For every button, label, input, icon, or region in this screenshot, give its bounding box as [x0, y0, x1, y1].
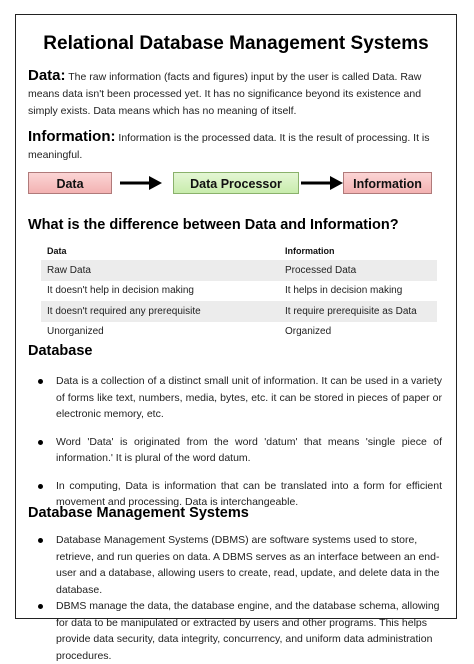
bullet-icon: [38, 484, 43, 489]
bullet-icon: [38, 604, 43, 609]
list-item-text: Database Management Systems (DBMS) are software systems used to store, retrieve, and run queries on data. A DBMS serves as an interface between an end-user and a database, allowing users to create, read, update, and delete data in the database.: [56, 534, 440, 596]
information-definition-text: Information is the processed data. It is the result of processing. It is meaningful.: [28, 132, 430, 161]
information-definition: [28, 128, 442, 164]
list-item: [28, 598, 442, 664]
list-item: [28, 373, 442, 423]
information-lead: Information:: [28, 128, 116, 145]
table-cell: Organized: [285, 326, 332, 338]
arrow-right-icon: [300, 172, 344, 194]
list-item-text: Word 'Data' is originated from the word 'datum' that means 'single piece of information.' It is plural of the word datum.: [56, 435, 442, 464]
bullet-icon: [38, 440, 43, 445]
data-definition-text: The raw information (facts and figures) input by the user is called Data. Raw means data isn't been processed yet. It has no significance beyond its existence and simply exists. Data means which has no meaning of itself.: [28, 71, 422, 117]
table-cell: It doesn't required any prerequisite: [41, 301, 279, 322]
list-item-text: DBMS manage the data, the database engine, and the database schema, allowing for data to be manipulated or extracted by users and other programs. This helps provide data security, data integrity, concurrency, and uniform data administration procedures.: [56, 600, 440, 662]
data-lead: Data:: [28, 67, 66, 84]
column-header-data: Data: [47, 245, 67, 256]
dbms-heading: Database Management Systems: [28, 505, 249, 521]
dbms-bullet-list: [28, 532, 442, 664]
list-item: [28, 434, 442, 467]
flow-box-data-processor: Data Processor: [173, 172, 299, 194]
bullet-icon: [38, 538, 43, 543]
bullet-icon: [38, 379, 43, 384]
database-bullet-list: [28, 373, 442, 522]
table-cell: It helps in decision making: [285, 285, 403, 297]
flow-box-information: Information: [343, 172, 432, 194]
table-cell: Raw Data: [41, 260, 279, 281]
column-header-information: Information: [285, 245, 335, 256]
list-item: [28, 532, 442, 598]
difference-heading: What is the difference between Data and Information?: [28, 217, 399, 233]
table-row: [41, 281, 437, 302]
page-title: Relational Database Management Systems: [43, 33, 429, 54]
arrow-right-icon: [119, 172, 163, 194]
document-page: [15, 14, 457, 662]
database-heading: Database: [28, 343, 93, 359]
flow-box-data: Data: [28, 172, 112, 194]
table-cell: Processed Data: [279, 260, 437, 281]
table-cell: It doesn't help in decision making: [47, 285, 194, 297]
table-header-row: [41, 241, 437, 260]
table-row: [41, 322, 437, 343]
table-row: [41, 260, 437, 281]
list-item-text: In computing, Data is information that can be translated into a form for efficient movement and processing. Data is interchangeable.: [56, 479, 442, 508]
table-cell: Unorganized: [47, 326, 104, 338]
list-item-text: Data is a collection of a distinct small unit of information. It can be used in a variety of forms like text, numbers, media, bytes, etc. it can be stored in pieces of paper or electronic memory, etc.: [56, 375, 442, 420]
table-cell: It require prerequisite as Data: [279, 301, 437, 322]
table-row: [41, 301, 437, 322]
data-definition: [28, 67, 442, 120]
comparison-table: [41, 241, 437, 342]
